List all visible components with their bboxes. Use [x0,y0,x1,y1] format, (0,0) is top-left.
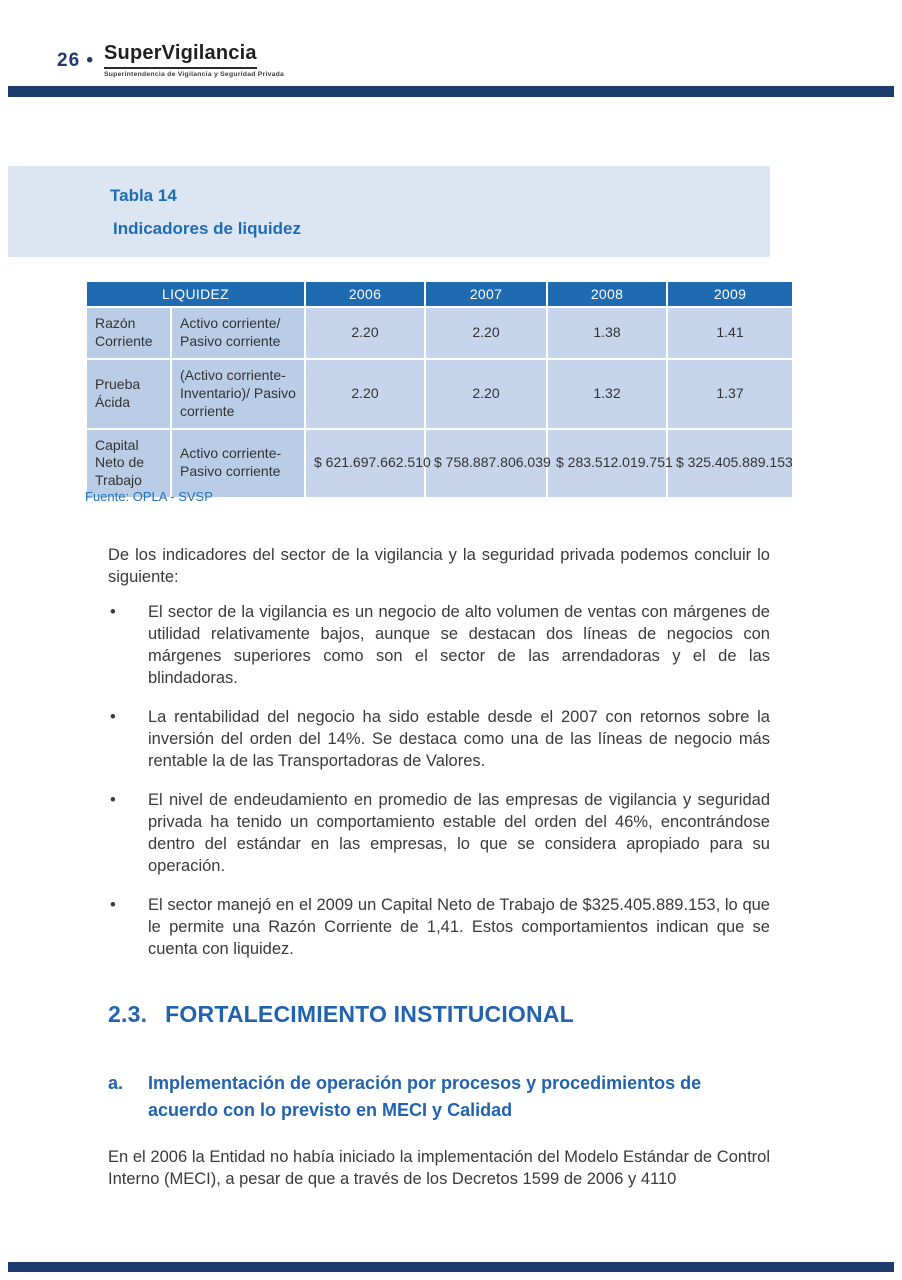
list-item [108,601,770,689]
column-header-2006: 2006 [306,282,424,306]
value-2006: 2.20 [306,308,424,358]
bullet-icon: • [110,791,116,809]
liquidity-table [85,280,794,499]
value-2008: $ 283.512.019.751 [548,430,666,498]
indicator-name: Prueba Ácida [87,360,170,428]
subsection-title: Implementación de operación por procesos y procedimientos de acuerdo con lo previsto en MECI y Calidad [148,1073,702,1120]
value-2007: 2.20 [426,308,546,358]
indicator-name: Razón Corriente [87,308,170,358]
source-note: Fuente: OPLA - SVSP [85,489,213,504]
value-2009: 1.41 [668,308,792,358]
bullet-icon: • [110,896,116,914]
intro-paragraph: De los indicadores del sector de la vigilancia y la seguridad privada podemos concluir lo siguiente: [108,546,770,586]
value-2009: $ 325.405.889.153 [668,430,792,498]
page-number: 26 • [57,50,95,71]
liquidity-table-wrap [85,280,793,499]
indicator-formula: Activo corriente/ Pasivo corriente [172,308,304,358]
value-2008: 1.38 [548,308,666,358]
column-header-2007: 2007 [426,282,546,306]
logo-title: SuperVigilancia [104,42,257,69]
list-item [108,789,770,877]
list-item-text: El sector de la vigilancia es un negocio de alto volumen de ventas con márgenes de utilidad relativamente bajos, aunque se destacan dos líneas de negocios con márgenes superiores como son el sector de las arrendadoras y el de las blindadoras. [148,603,770,687]
list-item-text: La rentabilidad del negocio ha sido estable desde el 2007 con retornos sobre la inversión del orden del 14%. Se destaca como una de las líneas de negocio más rentable la de las Transportadoras de Valores. [148,708,770,770]
logo-subtitle: Superintendencia de Vigilancia y Seguridad Privada [104,71,285,78]
table-header-row [87,282,792,306]
subsection-heading [108,1070,770,1124]
indicator-formula: Activo corriente- Pasivo corriente [172,430,304,498]
value-2006: 2.20 [306,360,424,428]
indicator-name: Capital Neto de Trabajo [87,430,170,498]
bullet-icon: • [110,603,116,621]
column-header-liquidez: LIQUIDEZ [87,282,304,306]
table-caption-panel [8,166,770,257]
value-2007: $ 758.887.806.039 [426,430,546,498]
table-row [87,308,792,358]
section-heading [108,1001,788,1028]
section-title: FORTALECIMIENTO INSTITUCIONAL [165,1001,574,1027]
value-2007: 2.20 [426,360,546,428]
conclusions-list [108,601,770,977]
indicator-formula: (Activo corriente- Inventario)/ Pasivo corriente [172,360,304,428]
supervigilancia-logo [104,42,284,78]
header-rule-bar [8,86,894,97]
list-item-text: El nivel de endeudamiento en promedio de las empresas de vigilancia y seguridad privada ha tenido un comportamiento estable del orden del 46%, encontrándose dentro del estándar en las empresas, lo que se considera apropiado para su operación. [148,791,770,875]
footer-rule-bar [8,1262,894,1272]
table-row [87,360,792,428]
value-2006: $ 621.697.662.510 [306,430,424,498]
value-2008: 1.32 [548,360,666,428]
column-header-2009: 2009 [668,282,792,306]
column-header-2008: 2008 [548,282,666,306]
bullet-icon: • [110,708,116,726]
table-row [87,430,792,498]
section-number: 2.3. [108,1001,148,1027]
subsection-letter: a. [108,1073,124,1093]
table-caption-label: Tabla 14 [110,186,177,205]
closing-paragraph: En el 2006 la Entidad no había iniciado la implementación del Modelo Estándar de Control Interno (MECI), a pesar de que a través de los Decretos 1599 de 2006 y 4110 [108,1148,770,1188]
list-item [108,706,770,772]
list-item-text: El sector manejó en el 2009 un Capital Neto de Trabajo de $325.405.889.153, lo que le permite una Razón Corriente de 1,41. Estos comportamientos indican que se cuenta con liquidez. [148,896,770,958]
table-caption-title: Indicadores de liquidez [113,219,301,238]
list-item [108,894,770,960]
value-2009: 1.37 [668,360,792,428]
